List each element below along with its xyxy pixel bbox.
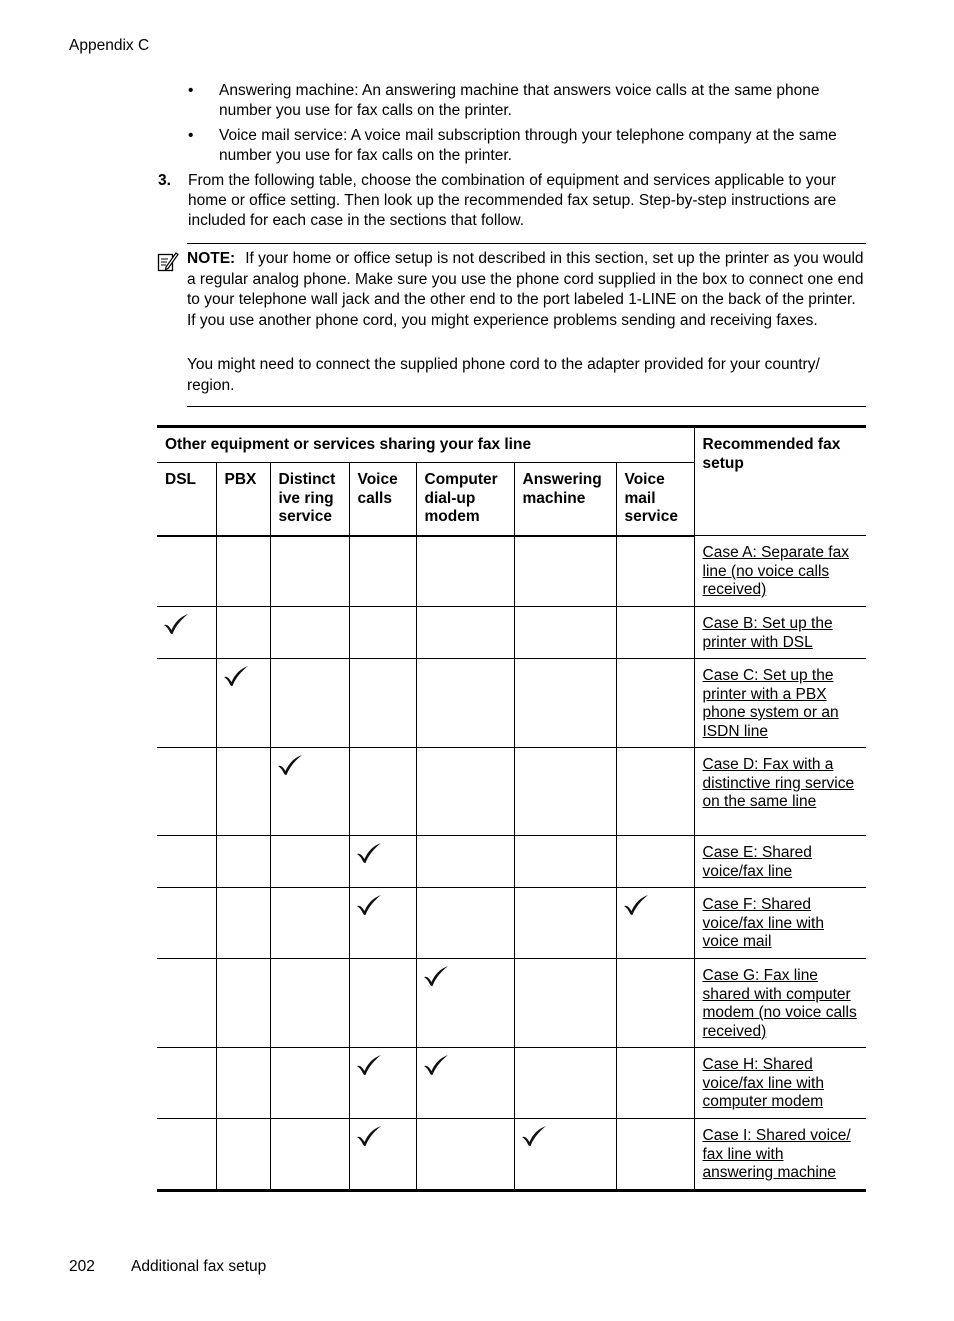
setup-case-link[interactable]: Case D: Fax with a distinctive ring service on the same line: [702, 756, 855, 810]
check-cell: [616, 959, 694, 1048]
check-cell: [514, 536, 616, 607]
note-label: NOTE:: [187, 250, 236, 267]
table-row: [157, 836, 866, 888]
check-cell: [349, 748, 416, 836]
group-header: Other equipment or services sharing your fax line: [157, 427, 694, 463]
check-cell: [270, 536, 349, 607]
check-cell: [416, 959, 514, 1048]
checkmark-icon: [423, 1054, 508, 1076]
check-cell: [514, 959, 616, 1048]
setup-case-link[interactable]: Case F: Shared voice/fax line with voice mail: [702, 896, 824, 950]
check-cell: [616, 536, 694, 607]
step-text: From the following table, choose the combination of equipment and services applicable to your home or office setting. Then look up the recommended fax setup. Step-by-step instructions are included for each case in the sections that follow.: [188, 172, 837, 229]
check-cell: [514, 1048, 616, 1119]
footer-section-title: Additional fax setup: [131, 1258, 267, 1275]
recommended-setup-cell: [694, 748, 866, 836]
checkmark-icon: [223, 665, 264, 687]
setup-case-link[interactable]: Case G: Fax line shared with computer modem (no voice calls received): [702, 967, 857, 1040]
note-top-rule: [187, 243, 866, 244]
check-cell: [416, 1048, 514, 1119]
recommended-setup-cell: [694, 607, 866, 659]
table-row: [157, 607, 866, 659]
check-cell: [616, 1119, 694, 1191]
note-bottom-rule: [187, 406, 866, 407]
check-cell: [514, 748, 616, 836]
running-header: Appendix C: [69, 37, 150, 54]
bullet-dot: •: [188, 82, 194, 99]
setup-case-link[interactable]: Case C: Set up the printer with a PBX phone system or an ISDN line: [702, 667, 839, 740]
check-cell: [216, 659, 270, 748]
check-cell: [216, 836, 270, 888]
check-cell: [416, 748, 514, 836]
setup-case-link[interactable]: Case A: Separate fax line (no voice calls received): [702, 544, 849, 598]
checkmark-icon: [521, 1125, 610, 1147]
setup-case-link[interactable]: Case I: Shared voice/ fax line with answering machine: [702, 1127, 851, 1181]
check-cell: [616, 836, 694, 888]
check-cell: [270, 888, 349, 959]
check-cell: [270, 836, 349, 888]
checkmark-icon: [623, 894, 688, 916]
column-header: Voice calls: [349, 463, 416, 536]
check-cell: [349, 536, 416, 607]
check-cell: [270, 607, 349, 659]
check-cell: [514, 607, 616, 659]
check-cell: [157, 659, 216, 748]
column-header: Computer dial-up modem: [416, 463, 514, 536]
column-header: DSL: [157, 463, 216, 536]
check-cell: [216, 1048, 270, 1119]
setup-case-link[interactable]: Case H: Shared voice/fax line with computer modem: [702, 1056, 824, 1110]
check-cell: [416, 536, 514, 607]
check-cell: [157, 959, 216, 1048]
check-cell: [216, 748, 270, 836]
table-row: [157, 1048, 866, 1119]
recommended-setup-cell: [694, 1119, 866, 1191]
check-cell: [157, 536, 216, 607]
bullet-dot: •: [188, 127, 194, 144]
fax-setup-table: [157, 425, 866, 1192]
checkmark-icon: [356, 894, 410, 916]
check-cell: [616, 607, 694, 659]
check-cell: [416, 1119, 514, 1191]
check-cell: [270, 959, 349, 1048]
checkmark-icon: [356, 842, 410, 864]
column-header: Voice mail service: [616, 463, 694, 536]
note-paragraph-2: You might need to connect the supplied phone cord to the adapter provided for your country/ region.: [187, 356, 820, 394]
check-cell: [349, 1119, 416, 1191]
check-cell: [616, 888, 694, 959]
check-cell: [270, 659, 349, 748]
table-row: [157, 536, 866, 607]
setup-case-link[interactable]: Case E: Shared voice/fax line: [702, 844, 812, 880]
check-cell: [514, 1119, 616, 1191]
check-cell: [157, 1119, 216, 1191]
check-cell: [514, 888, 616, 959]
table-row: [157, 959, 866, 1048]
check-cell: [416, 836, 514, 888]
recommended-setup-cell: [694, 836, 866, 888]
recommended-setup-cell: [694, 959, 866, 1048]
check-cell: [349, 836, 416, 888]
bullet-text: Voice mail service: A voice mail subscription through your telephone company at the same number you use for fax calls on the printer.: [219, 127, 837, 164]
check-cell: [616, 1048, 694, 1119]
check-cell: [216, 959, 270, 1048]
check-cell: [416, 607, 514, 659]
check-cell: [349, 1048, 416, 1119]
note-pencil-icon: [157, 250, 179, 272]
check-cell: [270, 748, 349, 836]
check-cell: [349, 607, 416, 659]
table-row: [157, 888, 866, 959]
check-cell: [216, 607, 270, 659]
note-text-1: If your home or office setup is not described in this section, set up the printer as you would a regular analog phone. Make sure you use the phone cord supplied in the box to connect one end to your telephone wall jack and the other end to the port labeled 1-LINE on the back of the printer. If you use another phone cord, you might experience problems sending and receiving faxes.: [187, 250, 864, 329]
check-cell: [270, 1119, 349, 1191]
step-number: 3.: [158, 172, 171, 189]
column-header: Answering machine: [514, 463, 616, 536]
check-cell: [216, 888, 270, 959]
check-cell: [416, 888, 514, 959]
recommended-setup-cell: [694, 1048, 866, 1119]
check-cell: [416, 659, 514, 748]
column-header: Distinct ive ring service: [270, 463, 349, 536]
table-row: [157, 748, 866, 836]
recommended-setup-cell: [694, 659, 866, 748]
check-cell: [157, 1048, 216, 1119]
check-cell: [514, 836, 616, 888]
checkmark-icon: [163, 613, 210, 635]
recommended-setup-cell: [694, 536, 866, 607]
check-cell: [157, 748, 216, 836]
setup-case-link[interactable]: Case B: Set up the printer with DSL: [702, 615, 833, 651]
table-row: [157, 659, 866, 748]
note-paragraph-1: [187, 249, 867, 331]
check-cell: [270, 1048, 349, 1119]
check-cell: [216, 1119, 270, 1191]
check-cell: [514, 659, 616, 748]
check-cell: [157, 607, 216, 659]
check-cell: [616, 748, 694, 836]
recommended-header: Recommended fax setup: [694, 427, 866, 536]
check-cell: [616, 659, 694, 748]
checkmark-icon: [423, 965, 508, 987]
check-cell: [349, 659, 416, 748]
bullet-text: Answering machine: An answering machine that answers voice calls at the same phone number you use for fax calls on the printer.: [219, 82, 820, 119]
table-row: [157, 1119, 866, 1191]
checkmark-icon: [356, 1125, 410, 1147]
check-cell: [157, 836, 216, 888]
check-cell: [349, 888, 416, 959]
page-number: 202: [69, 1258, 95, 1275]
recommended-setup-cell: [694, 888, 866, 959]
checkmark-icon: [356, 1054, 410, 1076]
check-cell: [216, 536, 270, 607]
checkmark-icon: [277, 754, 343, 776]
check-cell: [157, 888, 216, 959]
column-header: PBX: [216, 463, 270, 536]
check-cell: [349, 959, 416, 1048]
